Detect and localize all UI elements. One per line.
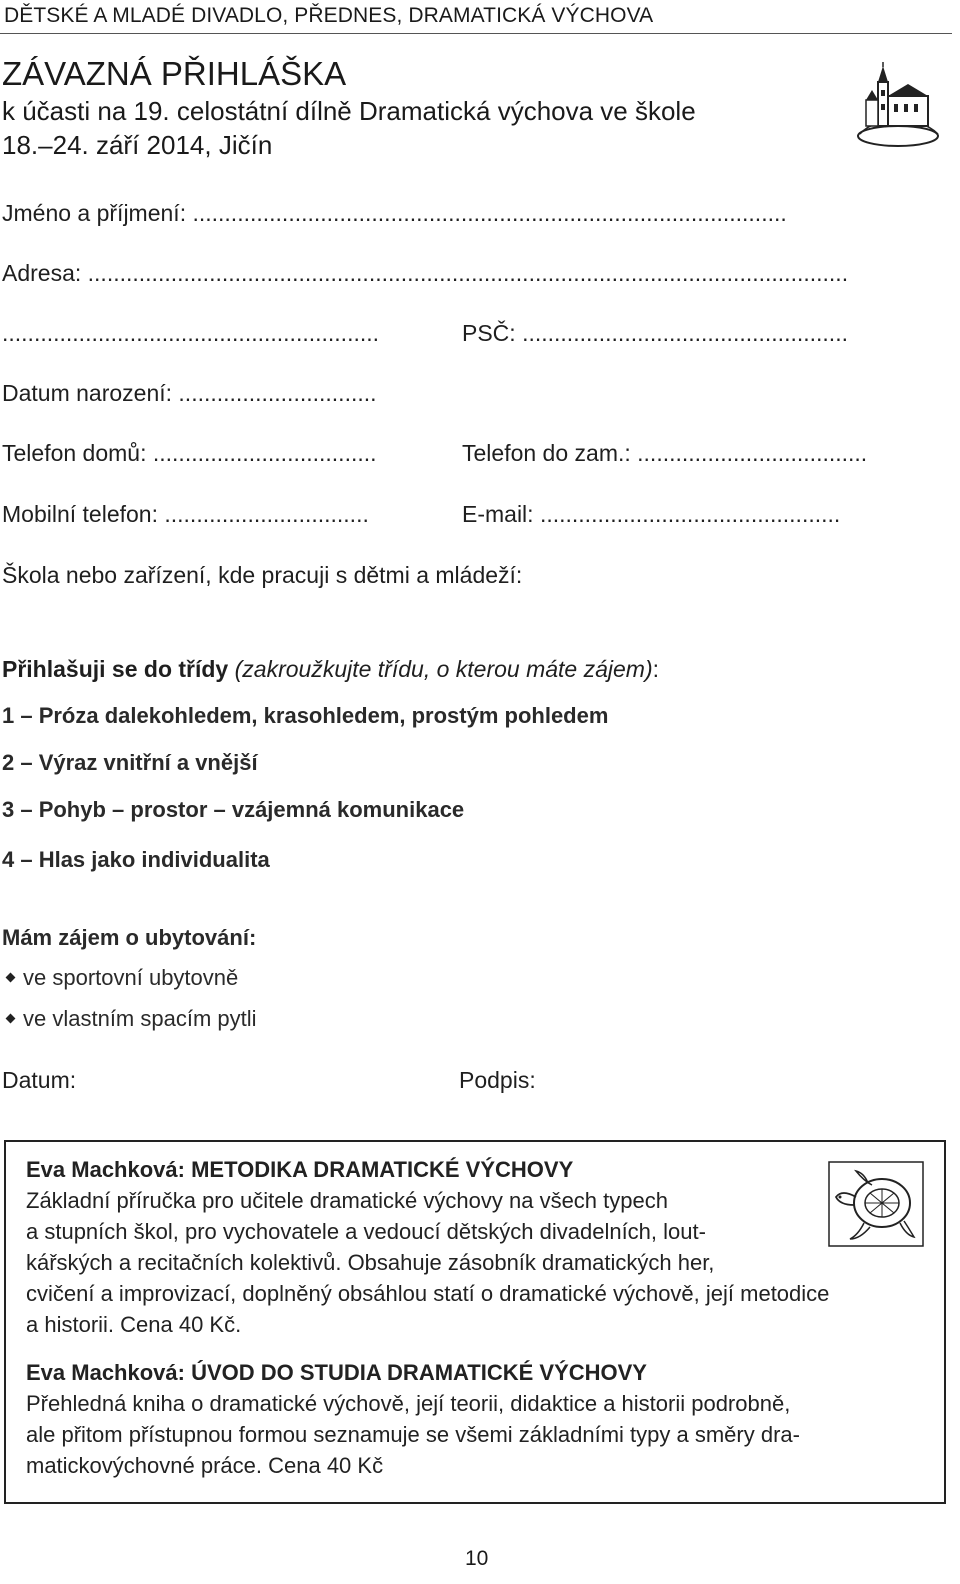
- accommodation-option-gym[interactable]: [2, 965, 238, 991]
- class-label-colon: :: [652, 656, 660, 682]
- class-option-4[interactable]: 4 – Hlas jako individualita: [2, 847, 270, 872]
- form-title: ZÁVAZNÁ PŘIHLÁŠKA: [2, 55, 347, 92]
- class-label-note: (zakroužkujte třídu, o kterou máte zájem): [234, 656, 653, 682]
- castle-town-logo-icon: [852, 60, 944, 152]
- psc-field[interactable]: PSČ: ...................................................: [462, 320, 848, 346]
- class-option-3[interactable]: 3 – Pohyb – prostor – vzájemná komunikace: [2, 797, 465, 822]
- book-2-line: Přehledná kniha o dramatické výchově, její teorii, didaktice a historii podrobně,: [26, 1391, 791, 1416]
- accommodation-option-label: ve vlastním spacím pytli: [23, 1006, 257, 1031]
- name-field[interactable]: Jméno a příjmení: .............................................................................................: [2, 200, 787, 226]
- book-2-line: ale přitom přístupnou formou seznamuje se všemi základními typy a směry dra-: [26, 1422, 800, 1447]
- diamond-bullet-icon: [6, 1014, 16, 1024]
- diamond-bullet-icon: [6, 973, 16, 983]
- header-divider: [0, 33, 952, 34]
- accommodation-option-sleeping-bag[interactable]: [2, 1006, 257, 1032]
- work-phone-field[interactable]: Telefon do zam.: ....................................: [462, 440, 868, 466]
- mobile-phone-field[interactable]: Mobilní telefon: ................................: [2, 501, 369, 527]
- book-1-line: kářských a recitačních kolektivů. Obsahuje zásobník dramatických her,: [26, 1250, 715, 1275]
- book-1-line: cvičení a improvizací, doplněný obsáhlou statí o dramatické výchově, její metodice: [26, 1281, 830, 1306]
- email-field[interactable]: E-mail: ...............................................: [462, 501, 841, 527]
- accommodation-label: Mám zájem o ubytování:: [2, 925, 257, 950]
- form-subtitle-date-place: 18.–24. září 2014, Jičín: [2, 130, 273, 160]
- page-number: 10: [465, 1547, 489, 1570]
- book-1-title: Eva Machková: METODIKA DRAMATICKÉ VÝCHOVY: [26, 1157, 574, 1182]
- class-label-bold: Přihlašuji se do třídy: [2, 656, 229, 682]
- date-label: Datum:: [2, 1067, 77, 1093]
- class-option-2[interactable]: 2 – Výraz vnitřní a vnější: [2, 750, 258, 775]
- class-option-1[interactable]: 1 – Próza dalekohledem, krasohledem, prostým pohledem: [2, 703, 609, 728]
- form-subtitle-event: k účasti na 19. celostátní dílně Dramatická výchova ve škole: [2, 96, 696, 126]
- school-field-label: Škola nebo zařízení, kde pracuji s dětmi a mládeží:: [2, 562, 523, 588]
- book-1-line: Základní příručka pro učitele dramatické výchovy na všech typech: [26, 1188, 668, 1213]
- book-1-line: a historii. Cena 40 Kč.: [26, 1312, 242, 1337]
- class-selection-label: [2, 656, 659, 683]
- turtle-illustration-icon: [828, 1161, 924, 1247]
- book-1-line: a stupních škol, pro vychovatele a vedoucí dětských divadelních, lout-: [26, 1219, 706, 1244]
- accommodation-option-label: ve sportovní ubytovně: [23, 965, 239, 990]
- signature-label: Podpis:: [459, 1067, 536, 1093]
- section-header: DĚTSKÉ A MLADÉ DIVADLO, PŘEDNES, DRAMATICKÁ VÝCHOVA: [4, 4, 654, 27]
- book-2-line: matickovýchovné práce. Cena 40 Kč: [26, 1453, 384, 1478]
- address-field[interactable]: Adresa: .......................................................................................................................: [2, 260, 849, 286]
- home-phone-field[interactable]: Telefon domů: ...................................: [2, 440, 377, 466]
- book-2-title: Eva Machková: ÚVOD DO STUDIA DRAMATICKÉ VÝCHOVY: [26, 1360, 647, 1385]
- birth-date-field[interactable]: Datum narození: ...............................: [2, 380, 377, 406]
- address-continuation-field[interactable]: ...........................................................: [2, 320, 380, 346]
